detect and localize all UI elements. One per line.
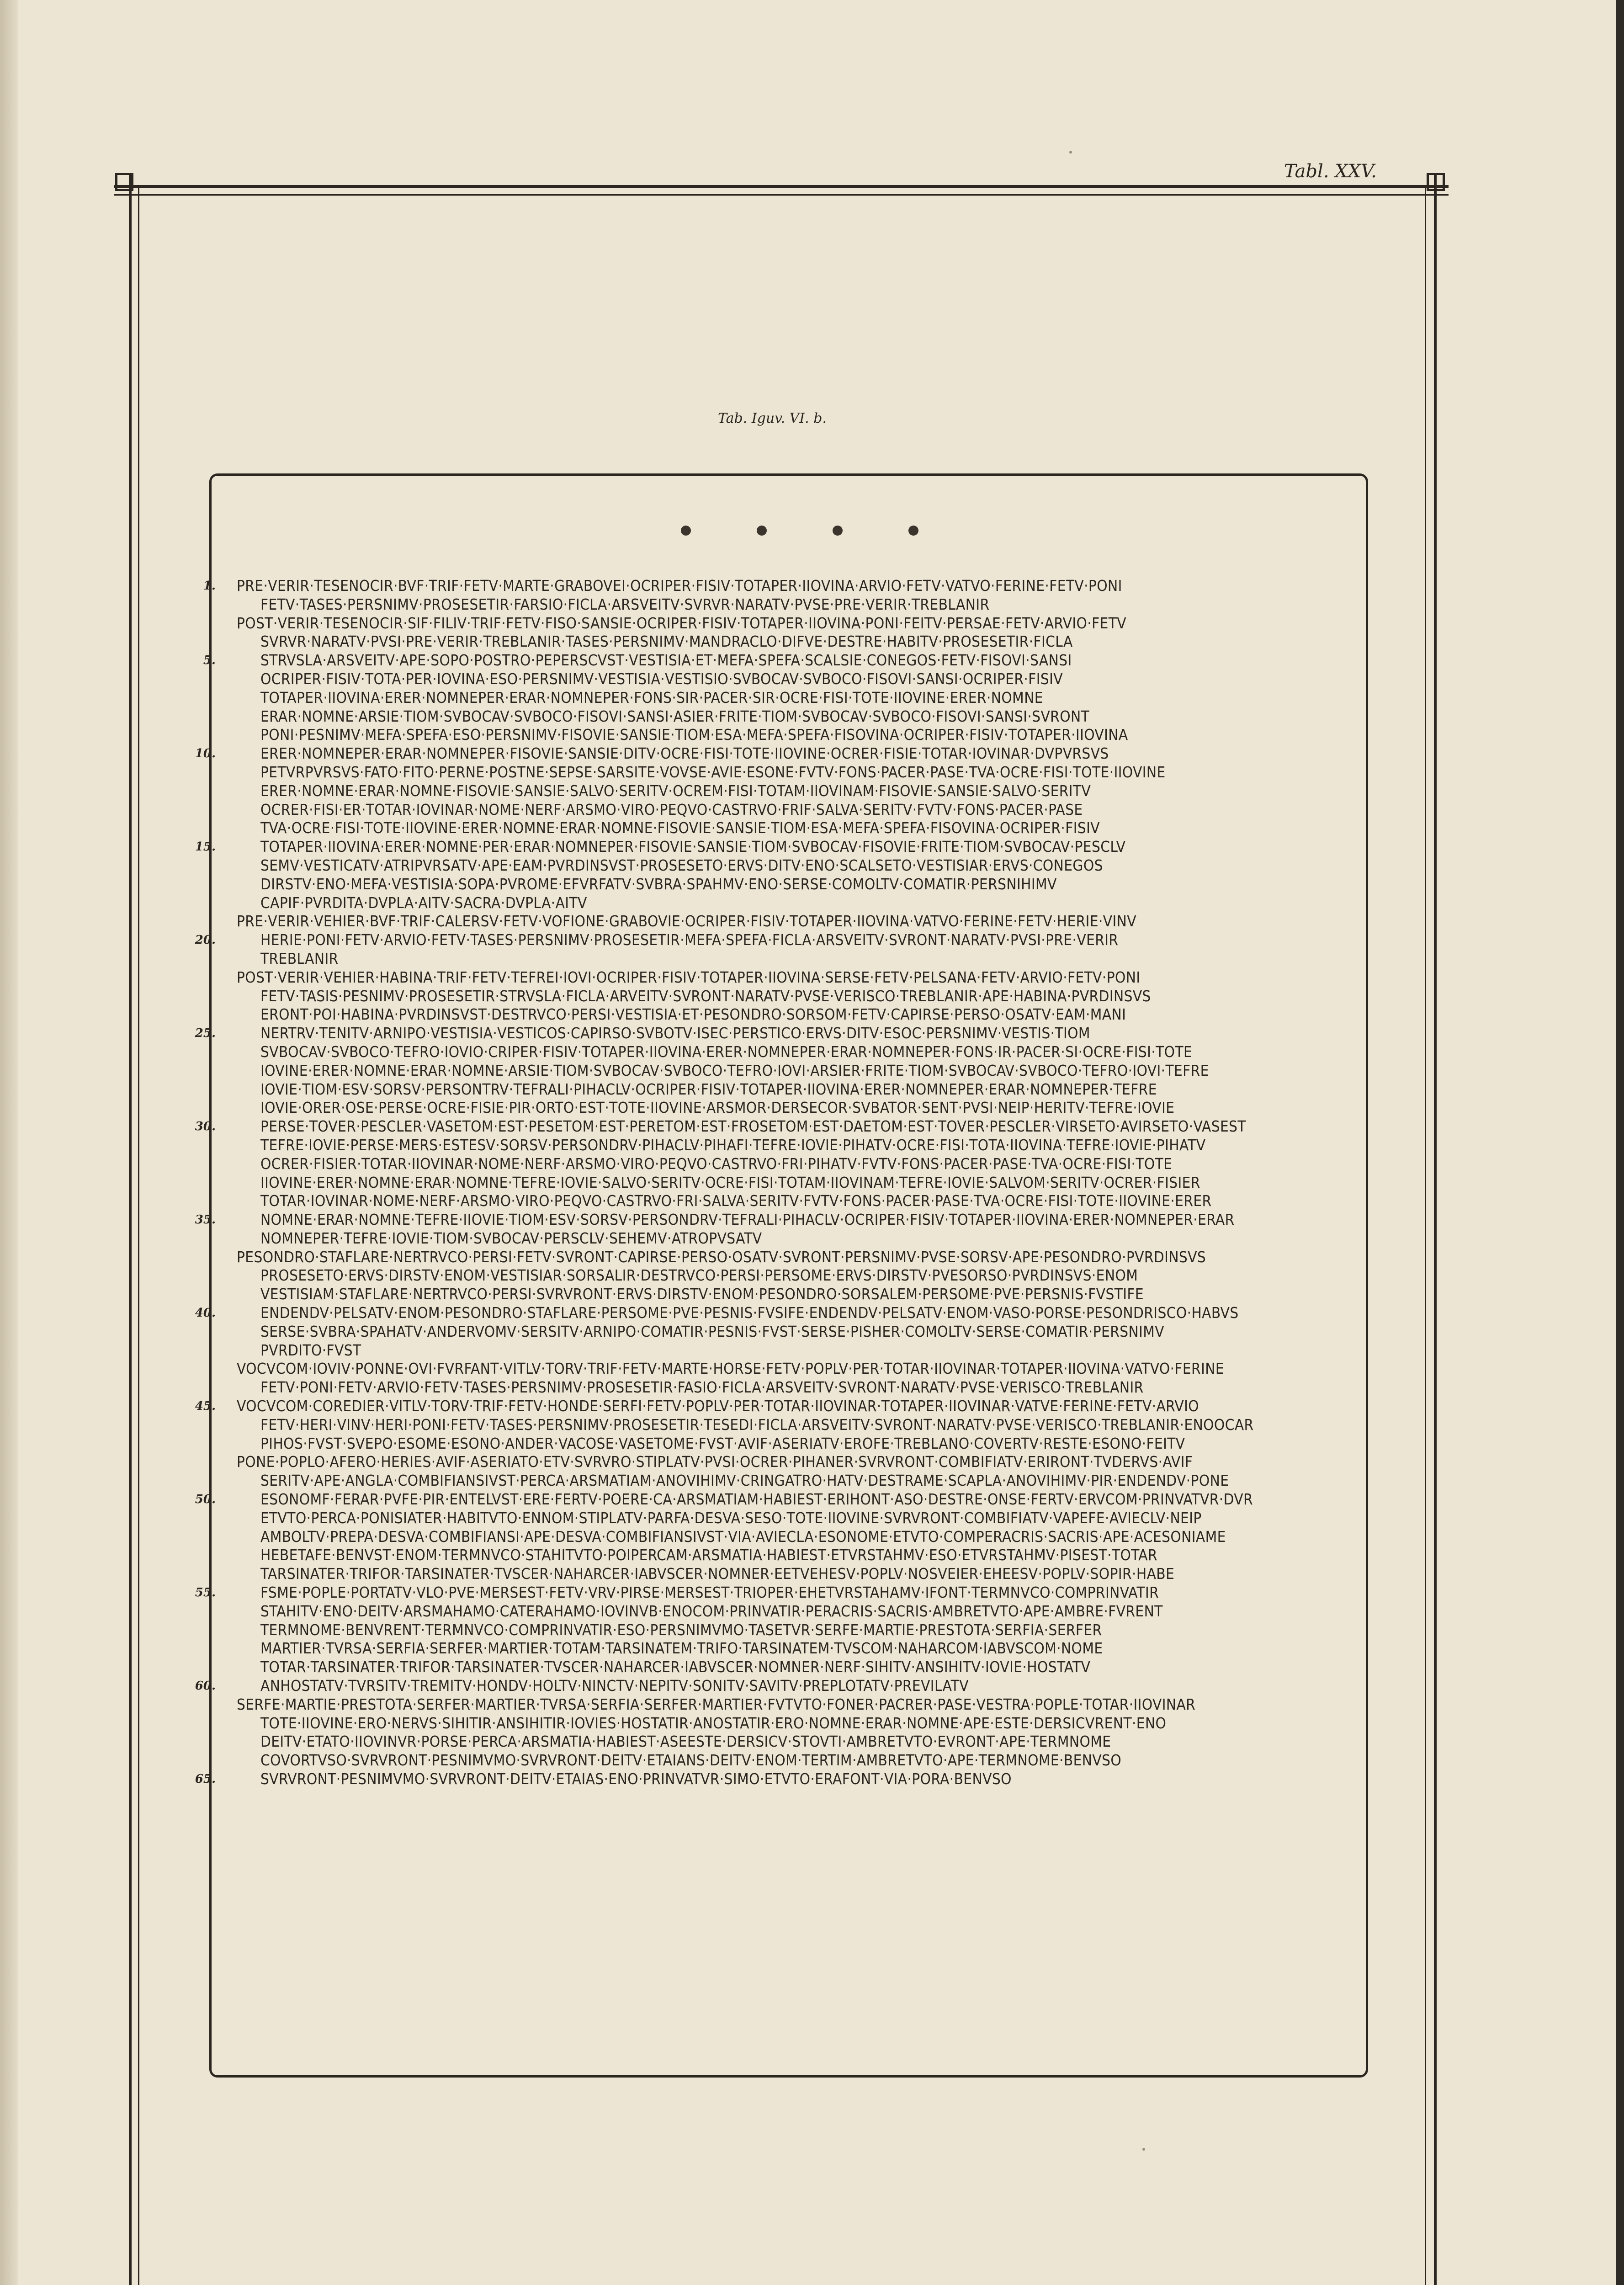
inscription-line: [233, 1043, 1362, 1062]
inscription-line-text: FETV·PONI·FETV·ARVIO·FETV·TASES·PERSNIMV·PROSESETIR·FASIO·FICLA·ARSVEITV·SVRONT·NARATV·PVSE·VERISCO·TREBLANIR: [260, 1378, 1144, 1397]
inscription-line-text: TREBLANIR: [260, 949, 339, 967]
inscription-line-text: SERITV·APE·ANGLA·COMBIFIANSIVST·PERCA·ARSMATIAM·ANOVIHIMV·CRINGATRO·HATV·DESTRAME·SCAPLA·ANOVIHIMV·PIR·ENDENDV·PONE: [260, 1472, 1229, 1490]
inscription-line-text: POST·VERIR·VEHIER·HABINA·TRIF·FETV·TEFREI·IOVI·OCRIPER·FISIV·TOTAPER·IIOVINA·SERSE·FETV·PELSANA·FETV·ARVIO·FETV·PONI: [237, 968, 1141, 986]
inscription-line-text: HERIE·PONI·FETV·ARVIO·FETV·TASES·PERSNIMV·PROSESETIR·MEFA·SPEFA·FICLA·ARSVEITV·SVRONT·NARATV·PVSI·PRE·VERIR: [260, 931, 1119, 949]
inscription-line: [233, 1304, 1362, 1323]
inscription-line-text: FETV·TASIS·PESNIMV·PROSESETIR·STRVSLA·FICLA·ARVEITV·SVRONT·NARATV·PVSE·VERISCO·TREBLANIR·APE·HABINA·PVRDINSVS: [260, 987, 1151, 1005]
inscription-line: [233, 1472, 1362, 1490]
line-number: 15.: [195, 840, 216, 854]
paper-speck: [1069, 151, 1072, 154]
inscription-line: [233, 1360, 1362, 1378]
inscription-line: [233, 1378, 1362, 1397]
inscription-line-text: IIOVINE·ERER·NOMNE·ERAR·NOMNE·TEFRE·IOVIE·SALVO·SERITV·OCRE·FISI·TOTAM·IIOVINAM·TEFRE·IOVIE·SALVOM·SERITV·OCRER·FISIER: [260, 1173, 1200, 1191]
inscription-line: [233, 1453, 1362, 1472]
line-number: 50.: [195, 1493, 216, 1507]
inscription-line: [233, 1155, 1362, 1174]
inscription-line: [233, 670, 1362, 689]
inscription-line: [233, 1211, 1362, 1229]
inscription-line: [233, 912, 1362, 931]
binding-shadow: [0, 0, 18, 2285]
line-number: 25.: [195, 1026, 216, 1041]
inscription-line: [233, 1546, 1362, 1565]
nail-hole: [757, 526, 767, 536]
inscription-line-text: SVRVR·NARATV·PVSI·PRE·VERIR·TREBLANIR·TASES·PERSNIMV·MANDRACLO·DIFVE·DESTRE·HABITV·PROSESETIR·FICLA: [260, 632, 1073, 651]
inscription-line-text: ERONT·POI·HABINA·PVRDINSVST·DESTRVCO·PERSI·VESTISIA·ET·PESONDRO·SORSOM·FETV·CAPIRSE·PERSO·OSATV·EAM·MANI: [260, 1005, 1126, 1024]
inscription-line-text: SVRVRONT·PESNIMVMO·SVRVRONT·DEITV·ETAIAS·ENO·PRINVATVR·SIMO·ETVTO·ERAFONT·VIA·PORA·BENVSO: [260, 1770, 1012, 1788]
line-number: 60.: [195, 1679, 216, 1693]
inscription-line-text: NOMNEPER·TEFRE·IOVIE·TIOM·SVBOCAV·PERSCLV·SEHEMV·ATROPVSATV: [260, 1229, 762, 1247]
tablet-nail-holes: [681, 526, 918, 544]
line-number: 35.: [195, 1213, 216, 1227]
line-number: 10.: [195, 747, 216, 761]
inscription-line: [233, 1285, 1362, 1304]
inscription-line: [233, 1416, 1362, 1435]
nail-hole: [681, 526, 691, 536]
inscription-line: [233, 856, 1362, 875]
inscription-line-text: TERMNOME·BENVRENT·TERMNVCO·COMPRINVATIR·ESO·PERSNIMVMO·TASETVR·SERFE·MARTIE·PRESTOTA·SERFIA·SERFER: [260, 1621, 1102, 1639]
inscription-line: [233, 1677, 1362, 1695]
inscription-line-text: DEITV·ETATO·IIOVINVR·PORSE·PERCA·ARSMATIA·HABIEST·ASEESTE·DERSICV·STOVTI·AMBRETVTO·EVRONT·APE·TERMNOME: [260, 1732, 1111, 1751]
nail-hole: [908, 526, 918, 536]
inscription-line-text: PETVRPVRSVS·FATO·FITO·PERNE·POSTNE·SEPSE·SARSITE·VOVSE·AVIE·ESONE·FVTV·FONS·PACER·PASE·TVA·OCRE·FISI·TOTE·IIOVINE: [260, 763, 1166, 781]
inscription-line: [233, 1136, 1362, 1155]
inscription-line: [233, 875, 1362, 894]
inscription-line-text: OCRIPER·FISIV·TOTA·PER·IOVINA·ESO·PERSNIMV·VESTISIA·VESTISIO·SVBOCAV·SVBOCO·FISOVI·SANSI·OCRIPER·FISIV: [260, 670, 1063, 688]
inscription-line: [233, 1192, 1362, 1211]
inscription-line: [233, 1062, 1362, 1080]
inscription-line: [233, 1639, 1362, 1658]
inscription-line: [233, 1099, 1362, 1117]
inscription-line-text: TVA·OCRE·FISI·TOTE·IIOVINE·ERER·NOMNE·ERAR·NOMNE·FISOVIE·SANSIE·TIOM·ESA·MEFA·SPEFA·FISOVINA·OCRIPER·FISIV: [260, 819, 1100, 837]
inscription-line: [233, 1732, 1362, 1751]
inscription-line: [233, 1751, 1362, 1770]
inscription-line-text: SERSE·SVBRA·SPAHATV·ANDERVOMV·SERSITV·ARNIPO·COMATIR·PESNIS·FVST·SERSE·PISHER·COMOLTV·SERSE·COMATIR·PERSNIMV: [260, 1322, 1164, 1340]
inscription-line: [233, 595, 1362, 614]
inscription-line-text: ETVTO·PERCA·PONISIATER·HABITVTO·ENNOM·STIPLATV·PARFA·DESVA·SESO·TOTE·IIOVINE·SVRVRONT·COMBIFIATV·VAPEFE·AVIECLV·NEIP: [260, 1509, 1202, 1527]
inscription-line-text: CAPIF·PVRDITA·DVPLA·AITV·SACRA·DVPLA·AITV: [260, 893, 587, 912]
inscription-line-text: PIHOS·FVST·SVEPO·ESOME·ESONO·ANDER·VACOSE·VASETOME·FVST·AVIF·ASERIATV·EROFE·TREBLANO·COVERTV·RESTE·ESONO·FEITV: [260, 1434, 1185, 1452]
inscription-line: [233, 1341, 1362, 1360]
inscription-line: [233, 1266, 1362, 1285]
nail-hole: [833, 526, 843, 536]
inscription-line: [233, 707, 1362, 726]
inscription-line-text: MARTIER·TVRSA·SERFIA·SERFER·MARTIER·TOTAM·TARSINATEM·TRIFO·TARSINATEM·TVSCOM·NAHARCOM·IABVSCOM·NOME: [260, 1639, 1103, 1658]
line-number: 45.: [195, 1399, 216, 1414]
inscription-line-text: PVRDITO·FVST: [260, 1341, 361, 1359]
inscription-line: [233, 968, 1362, 987]
inscription-line: [233, 1621, 1362, 1640]
inscription-line-text: ERER·NOMNE·ERAR·NOMNE·FISOVIE·SANSIE·SALVO·SERITV·OCREM·FISI·TOTAM·IIOVINAM·FISOVIE·SANSIE·SALVO·SERITV: [260, 781, 1091, 800]
inscription-line: [233, 614, 1362, 633]
inscription-line-text: PROSESETO·ERVS·DIRSTV·ENOM·VESTISIAR·SORSALIR·DESTRVCO·PERSI·PERSOME·ERVS·DIRSTV·PVESORSO·PVRDINSVS·ENOM: [260, 1266, 1138, 1285]
page-edge: [1616, 0, 1624, 2285]
inscription-line-text: OCRER·FISI·ER·TOTAR·IOVINAR·NOME·NERF·ARSMO·VIRO·PEQVO·CASTRVO·FRIF·SALVA·SERITV·FVTV·FONS·PACER·PASE: [260, 800, 1083, 818]
plate-title: Tab. Iguv. VI. b.: [717, 410, 827, 426]
inscription-line-text: TOTAR·TARSINATER·TRIFOR·TARSINATER·TVSCER·NAHARCER·IABVSCER·NOMNER·NERF·SIHITV·ANSIHITV·IOVIE·HOSTATV: [260, 1658, 1091, 1676]
inscription-line: [233, 1248, 1362, 1267]
inscription-line-text: PESONDRO·STAFLARE·NERTRVCO·PERSI·FETV·SVRONT·CAPIRSE·PERSO·OSATV·SVRONT·PERSNIMV·PVSE·SORSV·APE·PESONDRO·PVRDINSVS: [237, 1248, 1206, 1266]
inscription-line: [233, 782, 1362, 801]
frame-corner-ornament: [1427, 173, 1445, 191]
inscription-line-text: POST·VERIR·TESENOCIR·SIF·FILIV·TRIF·FETV·FISO·SANSIE·OCRIPER·FISIV·TOTAPER·IIOVINA·PONI·FEITV·PERSAE·FETV·ARVIO·FETV: [237, 614, 1126, 632]
inscription-line-text: PONE·POPLO·AFERO·HERIES·AVIF·ASERIATO·ETV·SVRVRO·STIPLATV·PVSI·OCRER·PIHANER·SVRVRONT·COMBIFIATV·ERIRONT·TVDERVS·AVIF: [237, 1453, 1193, 1471]
inscription-line: [233, 838, 1362, 856]
inscription-line-text: ANHOSTATV·TVRSITV·TREMITV·HONDV·HOLTV·NINCTV·NEPITV·SONITV·SAVITV·PREPLOTATV·PREVILATV: [260, 1677, 969, 1695]
inscription-line-text: SEMV·VESTICATV·ATRIPVRSATV·APE·EAM·PVRDINSVST·PROSESETO·ERVS·DITV·ENO·SCALSETO·VESTISIAR·ERVS·CONEGOS: [260, 856, 1103, 874]
inscription-line: [233, 1528, 1362, 1546]
inscription-line-text: NERTRV·TENITV·ARNIPO·VESTISIA·VESTICOS·CAPIRSO·SVBOTV·ISEC·PERSTICO·ERVS·DITV·ESOC·PERSNIMV·VESTIS·TIOM: [260, 1024, 1090, 1042]
inscription-line: [233, 1174, 1362, 1192]
inscription-line-text: IOVINE·ERER·NOMNE·ERAR·NOMNE·ARSIE·TIOM·SVBOCAV·SVBOCO·TEFRO·IOVI·ARSIER·FRITE·TIOM·SVBOCAV·SVBOCO·TEFRO·IOVI·TEFRE: [260, 1061, 1209, 1079]
inscription-line: [233, 1584, 1362, 1602]
inscription-line-text: TARSINATER·TRIFOR·TARSINATER·TVSCER·NAHARCER·IABVSCER·NOMNER·EETVEHESV·POPLV·NOSVEIER·EHEESV·POPLV·SOPIR·HABE: [260, 1565, 1175, 1583]
line-number: 5.: [203, 654, 216, 668]
inscription-line: [233, 1490, 1362, 1509]
inscription-line-text: ERAR·NOMNE·ARSIE·TIOM·SVBOCAV·SVBOCO·FISOVI·SANSI·ASIER·FRITE·TIOM·SVBOCAV·SVBOCO·FISOVI·SANSI·SVRONT: [260, 707, 1090, 725]
inscription-line: [233, 689, 1362, 707]
inscription-line-text: COVORTVSO·SVRVRONT·PESNIMVMO·SVRVRONT·DEITV·ETAIANS·DEITV·ENOM·TERTIM·AMBRETVTO·APE·TERMNOME·BENVSO: [260, 1751, 1122, 1770]
inscription-line-text: VOCVCOM·COREDIER·VITLV·TORV·TRIF·FETV·HONDE·SERFI·FETV·POPLV·PER·TOTAR·IIOVINAR·TOTAPER·IIOVINAR·VATVE·FERINE·FETV·ARVIO: [237, 1397, 1199, 1415]
inscription-line: [233, 819, 1362, 838]
inscription-line: [233, 1024, 1362, 1043]
inscription-line: [233, 651, 1362, 670]
inscription-line-text: TOTE·IIOVINE·ERO·NERVS·SIHITIR·ANSIHITIR·IOVIES·HOSTATIR·ANOSTATIR·ERO·NOMNE·ERAR·NOMNE·APE·ESTE·DERSICVRENT·ENO: [260, 1714, 1167, 1732]
inscription-line-text: VOCVCOM·IOVIV·PONNE·OVI·FVRFANT·VITLV·TORV·TRIF·FETV·MARTE·HORSE·FETV·POPLV·PER·TOTAR·IIOVINAR·TOTAPER·IIOVINA·VATVO·FERINE: [237, 1360, 1224, 1378]
inscription-line: [233, 987, 1362, 1006]
inscription-line-text: VESTISIAM·STAFLARE·NERTRVCO·PERSI·SVRVRONT·ERVS·DIRSTV·ENOM·PESONDRO·SORSALEM·PERSOME·PVE·PERSNIS·FVSTIFE: [260, 1285, 1144, 1303]
inscription-line: [233, 894, 1362, 913]
line-number: 55.: [195, 1586, 216, 1600]
inscription-line: [233, 1229, 1362, 1248]
paper-speck: [1142, 2148, 1145, 2151]
inscription-line-text: OCRER·FISIER·TOTAR·IIOVINAR·NOME·NERF·ARSMO·VIRO·PEQVO·CASTRVO·FRI·PIHATV·FVTV·FONS·PACER·PASE·TVA·OCRE·FISI·TOTE: [260, 1154, 1173, 1173]
line-number: 30.: [195, 1120, 216, 1134]
inscription-text: [233, 577, 1362, 1789]
inscription-line-text: TOTAPER·IIOVINA·ERER·NOMNEPER·ERAR·NOMNEPER·FONS·SIR·PACER·SIR·OCRE·FISI·TOTE·IIOVINE·ERER·NOMNE: [260, 688, 1043, 707]
inscription-line-text: STAHITV·ENO·DEITV·ARSMAHAMO·CATERAHAMO·IOVINVB·ENOCOM·PRINVATIR·PERACRIS·SACRIS·AMBRETVTO·APE·AMBRE·FVRENT: [260, 1602, 1163, 1620]
inscription-line: [233, 744, 1362, 763]
inscription-line-text: ENDENDV·PELSATV·ENOM·PESONDRO·STAFLARE·PERSOME·PVE·PESNIS·FVSIFE·ENDENDV·PELSATV·ENOM·VASO·PORSE·PESONDRISCO·HABVS: [260, 1304, 1239, 1322]
inscription-line: [233, 763, 1362, 782]
inscription-line: [233, 632, 1362, 651]
inscription-line-text: PONI·PESNIMV·MEFA·SPEFA·ESO·PERSNIMV·FISOVIE·SANSIE·TIOM·ESA·MEFA·SPEFA·FISOVINA·OCRIPER·FISIV·TOTAPER·IIOVINA: [260, 726, 1128, 744]
inscription-line: [233, 1323, 1362, 1341]
inscription-line: [233, 1509, 1362, 1528]
inscription-line-text: PRE·VERIR·VEHIER·BVF·TRIF·CALERSV·FETV·VOFIONE·GRABOVIE·OCRIPER·FISIV·TOTAPER·IIOVINA·VATVO·FERINE·FETV·HERIE·VINV: [237, 912, 1136, 930]
inscription-line: [233, 1695, 1362, 1714]
inscription-line-text: ESONOMF·FERAR·PVFE·PIR·ENTELVST·ERE·FERTV·POERE·CA·ARSMATIAM·HABIEST·ERIHONT·ASO·DESTRE·ONSE·FERTV·ERVCOM·PRINVATVR·DVR: [260, 1490, 1253, 1509]
inscription-line: [233, 1565, 1362, 1584]
line-number: 1.: [203, 579, 216, 593]
inscription-line: [233, 726, 1362, 744]
inscription-line-text: FETV·TASES·PERSNIMV·PROSESETIR·FARSIO·FICLA·ARSVEITV·SVRVR·NARATV·PVSE·PRE·VERIR·TREBLANIR: [260, 595, 990, 613]
inscription-line: [233, 1117, 1362, 1136]
inscription-line: [233, 1397, 1362, 1416]
inscription-line-text: FSME·POPLE·PORTATV·VLO·PVE·MERSEST·FETV·VRV·PIRSE·MERSEST·TRIOPER·EHETVRSTAHAMV·IFONT·TERMNVCO·COMPRINVATIR: [260, 1584, 1159, 1602]
inscription-line: [233, 1770, 1362, 1789]
inscription-line-text: SERFE·MARTIE·PRESTOTA·SERFER·MARTIER·TVRSA·SERFIA·SERFER·MARTIER·FVTVTO·FONER·PACRER·PASE·VESTRA·POPLE·TOTAR·IIOVINAR: [237, 1695, 1196, 1713]
inscription-line-text: PRE·VERIR·TESENOCIR·BVF·TRIF·FETV·MARTE·GRABOVEI·OCRIPER·FISIV·TOTAPER·IIOVINA·ARVIO·FETV·VATVO·FERINE·FETV·PONI: [237, 577, 1122, 595]
frame-corner-ornament: [115, 173, 133, 191]
inscription-line-text: NOMNE·ERAR·NOMNE·TEFRE·IIOVIE·TIOM·ESV·SORSV·PERSONDRV·TEFRALI·PIHACLV·OCRIPER·FISIV·TOTAPER·IIOVINA·ERER·NOMNEPER·ERAR: [260, 1211, 1235, 1229]
inscription-line: [233, 950, 1362, 968]
plate-number: Tabl. XXV.: [1284, 161, 1377, 182]
inscription-line-text: TOTAR·IOVINAR·NOME·NERF·ARSMO·VIRO·PEQVO·CASTRVO·FRI·SALVA·SERITV·FVTV·FONS·PACER·PASE·TVA·OCRE·FISI·TOTE·IIOVINE·ERER: [260, 1192, 1212, 1210]
inscription-line-text: HEBETAFE·BENVST·ENOM·TERMNVCO·STAHITVTO·POIPERCAM·ARSMATIA·HABIEST·ETVRSTAHMV·ESO·ETVRSTAHMV·PISEST·TOTAR: [260, 1546, 1157, 1564]
inscription-line-text: PERSE·TOVER·PESCLER·VASETOM·EST·PESETOM·EST·PERETOM·EST·FROSETOM·EST·DAETOM·EST·TOVER·PESCLER·VIRSETO·AVIRSETO·VASEST: [260, 1117, 1246, 1136]
inscription-line: [233, 1658, 1362, 1677]
inscription-line: [233, 1714, 1362, 1733]
inscription-line-text: ERER·NOMNEPER·ERAR·NOMNEPER·FISOVIE·SANSIE·DITV·OCRE·FISI·TOTE·IIOVINE·OCRER·FISIE·TOTAR·IOVINAR·DVPVRSVS: [260, 744, 1109, 763]
inscription-line: [233, 801, 1362, 819]
inscription-line: [233, 1602, 1362, 1621]
line-number: 40.: [195, 1306, 216, 1320]
inscription-line: [233, 1005, 1362, 1024]
inscription-line-text: TOTAPER·IIOVINA·ERER·NOMNE·PER·ERAR·NOMNEPER·FISOVIE·SANSIE·TIOM·SVBOCAV·FISOVIE·FRITE·TIOM·SVBOCAV·PESCLV: [260, 838, 1126, 856]
line-number: 65.: [195, 1772, 216, 1786]
inscription-line-text: TEFRE·IOVIE·PERSE·MERS·ESTESV·SORSV·PERSONDRV·PIHACLV·PIHAFI·TEFRE·IOVIE·PIHATV·OCRE·FISI·TOTA·IIOVINA·TEFRE·IOVIE·PIHATV: [260, 1136, 1206, 1154]
inscription-line: [233, 577, 1362, 595]
inscription-line-text: AMBOLTV·PREPA·DESVA·COMBIFIANSI·APE·DESVA·COMBIFIANSIVST·VIA·AVIECLA·ESONOME·ETVTO·COMPERACRIS·SACRIS·APE·ACESONIAME: [260, 1527, 1226, 1546]
inscription-line-text: IOVIE·TIOM·ESV·SORSV·PERSONTRV·TEFRALI·PIHACLV·OCRIPER·FISIV·TOTAPER·IIOVINA·ERER·NOMNEPER·ERAR·NOMNEPER·TEFRE: [260, 1080, 1157, 1098]
inscription-line: [233, 931, 1362, 950]
inscription-line-text: IOVIE·ORER·OSE·PERSE·OCRE·FISIE·PIR·ORTO·EST·TOTE·IIOVINE·ARSMOR·DERSECOR·SVBATOR·SENT·PVSI·NEIP·HERITV·TEFRE·IOVIE: [260, 1099, 1175, 1117]
line-number: 20.: [195, 933, 216, 947]
inscription-line: [233, 1435, 1362, 1453]
inscription-line-text: SVBOCAV·SVBOCO·TEFRO·IOVIO·CRIPER·FISIV·TOTAPER·IIOVINA·ERER·NOMNEPER·ERAR·NOMNEPER·FONS·IR·PACER·SI·OCRE·FISI·TOTE: [260, 1042, 1193, 1061]
inscription-line: [233, 1080, 1362, 1099]
inscription-line-text: STRVSLA·ARSVEITV·APE·SOPO·POSTRO·PEPERSCVST·VESTISIA·ET·MEFA·SPEFA·SCALSIE·CONEGOS·FETV·FISOVI·SANSI: [260, 651, 1072, 670]
inscription-line-text: FETV·HERI·VINV·HERI·PONI·FETV·TASES·PERSNIMV·PROSESETIR·TESEDI·FICLA·ARSVEITV·SVRONT·NARATV·PVSE·VERISCO·TREBLANIR·ENOOCAR: [260, 1415, 1254, 1434]
inscription-line-text: DIRSTV·ENO·MEFA·VESTISIA·SOPA·PVROME·EFVRFATV·SVBRA·SPAHMV·ENO·SERSE·COMOLTV·COMATIR·PERSNIHIMV: [260, 875, 1057, 893]
